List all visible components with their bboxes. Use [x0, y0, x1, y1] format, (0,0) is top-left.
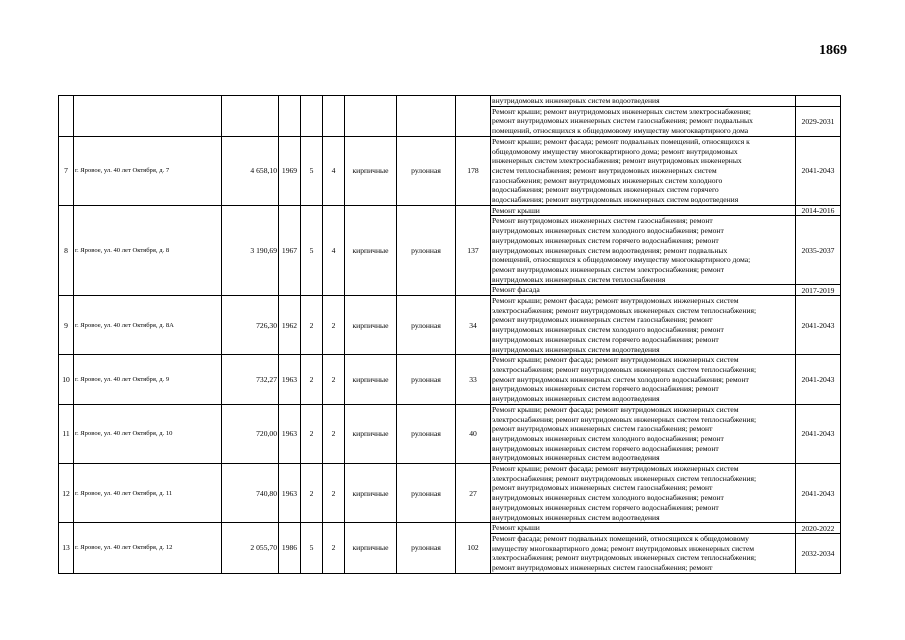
works-line: электроснабжения; ремонт внутридомовых инженерных систем теплоснабжения; — [492, 414, 757, 424]
works-line: ремонт внутридомовых инженерных систем газоснабжения; ремонт подвальных — [492, 116, 753, 126]
works-cell — [491, 205, 796, 216]
residents-cell — [456, 96, 491, 137]
row-number: 9 — [59, 296, 74, 355]
works-line: внутридомовых инженерных систем холодного водоснабжения; ремонт — [492, 493, 724, 503]
roof-type-cell: рулонная — [397, 296, 456, 355]
works-cell — [491, 136, 796, 205]
works-line: ремонт внутридомовых инженерных систем газоснабжения; ремонт — [492, 424, 713, 434]
page-number: 1869 — [819, 43, 847, 58]
row-number: 7 — [59, 136, 74, 205]
floors-cell: 2 — [301, 355, 323, 405]
floors-cell: 5 — [301, 523, 323, 574]
table-row — [59, 96, 841, 107]
works-line: ремонт внутридомовых инженерных систем газоснабжения; ремонт — [492, 483, 713, 493]
row-number: 12 — [59, 464, 74, 523]
residents-cell: 34 — [456, 296, 491, 355]
year-built-cell: 1963 — [279, 355, 301, 405]
works-line: Ремонт крыши; ремонт фасада; ремонт подвальных помещений, относящихся к — [492, 136, 750, 146]
table-row — [59, 136, 841, 205]
row-number: 11 — [59, 404, 74, 463]
floors-cell: 2 — [301, 296, 323, 355]
year-built-cell: 1963 — [279, 464, 301, 523]
walls-material-cell: кирпичные — [345, 136, 397, 205]
period-cell: 2032-2034 — [796, 533, 841, 573]
table-row — [59, 404, 841, 463]
works-cell — [491, 216, 796, 285]
works-cell — [491, 464, 796, 523]
area-cell: 2 055,70 — [222, 523, 279, 574]
works-line: Ремонт крыши; ремонт фасада; ремонт внутридомовых инженерных систем — [492, 404, 739, 414]
address-cell: г. Яровое, ул. 40 лет Октября, д. 8 — [74, 205, 222, 295]
works-line: внутридомовых инженерных систем водоотведения — [492, 453, 660, 463]
works-line: электроснабжения; ремонт внутридомовых инженерных систем теплоснабжения; — [492, 473, 757, 483]
row-number: 8 — [59, 205, 74, 295]
works-line: электроснабжения; ремонт внутридомовых инженерных систем теплоснабжения; — [492, 364, 757, 374]
works-line: Ремонт фасада; ремонт подвальных помещений, относящихся к общедомовому — [492, 533, 749, 543]
works-cell — [491, 355, 796, 405]
walls-material-cell: кирпичные — [345, 404, 397, 463]
works-line: Ремонт крыши — [492, 523, 540, 533]
table-row — [59, 464, 841, 523]
walls-material-cell: кирпичные — [345, 523, 397, 574]
entrances-cell: 4 — [323, 205, 345, 295]
address-cell: г. Яровое, ул. 40 лет Октября, д. 9 — [74, 355, 222, 405]
area-cell: 740,80 — [222, 464, 279, 523]
area-cell: 726,30 — [222, 296, 279, 355]
residents-cell: 178 — [456, 136, 491, 205]
works-line: водоснабжения; ремонт внутридомовых инженерных систем горячего — [492, 185, 719, 195]
works-cell — [491, 533, 796, 573]
address-cell: г. Яровое, ул. 40 лет Октября, д. 10 — [74, 404, 222, 463]
works-line: общедомовому имуществу многоквартирного дома; ремонт внутридомовых — [492, 146, 738, 156]
works-line: внутридомовых инженерных систем холодного водоснабжения; ремонт — [492, 226, 724, 236]
works-cell — [491, 285, 796, 296]
area-cell: 720,00 — [222, 404, 279, 463]
roof-type-cell: рулонная — [397, 136, 456, 205]
entrances-cell: 2 — [323, 404, 345, 463]
residents-cell: 33 — [456, 355, 491, 405]
entrances-cell: 4 — [323, 136, 345, 205]
walls-material-cell: кирпичные — [345, 205, 397, 295]
works-line: внутридомовых инженерных систем холодного водоснабжения; ремонт — [492, 325, 724, 335]
works-line: Ремонт фасада — [492, 285, 540, 295]
works-line: электроснабжения; ремонт внутридомовых инженерных систем теплоснабжения; — [492, 305, 757, 315]
address-cell: г. Яровое, ул. 40 лет Октября, д. 12 — [74, 523, 222, 574]
works-line: внутридомовых инженерных систем водоотведения — [492, 394, 660, 404]
table-body — [59, 96, 841, 574]
residents-cell: 102 — [456, 523, 491, 574]
residents-cell: 27 — [456, 464, 491, 523]
floors-cell: 2 — [301, 464, 323, 523]
works-line: внутридомовых инженерных систем горячего водоснабжения; ремонт — [492, 443, 719, 453]
period-cell: 2041-2043 — [796, 136, 841, 205]
works-line: ремонт внутридомовых инженерных систем газоснабжения; ремонт — [492, 315, 713, 325]
works-line: внутридомовых инженерных систем теплоснабжения — [492, 274, 666, 284]
works-line: электроснабжения; ремонт внутридомовых инженерных систем теплоснабжения; — [492, 553, 757, 563]
table-row — [59, 296, 841, 355]
period-cell: 2029-2031 — [796, 106, 841, 136]
walls-material-cell: кирпичные — [345, 296, 397, 355]
works-line: внутридомовых инженерных систем горячего водоснабжения; ремонт — [492, 235, 719, 245]
period-cell — [796, 96, 841, 107]
works-line: систем теплоснабжения; ремонт внутридомовых инженерных систем — [492, 165, 717, 175]
period-cell: 2014-2016 — [796, 205, 841, 216]
works-line: Ремонт крыши; ремонт фасада; ремонт внутридомовых инженерных систем — [492, 464, 739, 474]
works-line: помещений, относящихся к общедомовому имуществу многоквартирного дома; — [492, 255, 751, 265]
works-line: внутридомовых инженерных систем водоотведения — [492, 512, 660, 522]
roof-type-cell — [397, 96, 456, 137]
works-cell — [491, 404, 796, 463]
roof-type-cell: рулонная — [397, 355, 456, 405]
works-line: Ремонт крыши; ремонт фасада; ремонт внутридомовых инженерных систем — [492, 355, 739, 365]
roof-type-cell: рулонная — [397, 523, 456, 574]
works-line: внутридомовых инженерных систем водоотведения — [492, 96, 660, 105]
works-line: водоснабжения; ремонт внутридомовых инженерных систем водоотведения — [492, 195, 739, 205]
works-line: Ремонт крыши; ремонт фасада; ремонт внутридомовых инженерных систем — [492, 296, 739, 306]
period-cell: 2041-2043 — [796, 296, 841, 355]
area-cell — [222, 96, 279, 137]
works-cell — [491, 106, 796, 136]
walls-material-cell: кирпичные — [345, 355, 397, 405]
floors-cell: 2 — [301, 404, 323, 463]
works-line: внутридомовых инженерных систем холодного водоснабжения; ремонт — [492, 433, 724, 443]
works-cell — [491, 296, 796, 355]
period-cell: 2041-2043 — [796, 404, 841, 463]
works-line: Ремонт крыши — [492, 205, 540, 215]
year-built-cell: 1962 — [279, 296, 301, 355]
year-built-cell: 1967 — [279, 205, 301, 295]
period-cell: 2017-2019 — [796, 285, 841, 296]
address-cell: г. Яровое, ул. 40 лет Октября, д. 11 — [74, 464, 222, 523]
address-cell — [74, 96, 222, 137]
floors-cell — [301, 96, 323, 137]
year-built-cell: 1963 — [279, 404, 301, 463]
works-line: имуществу многоквартирного дома; ремонт внутридомовых инженерных систем — [492, 543, 755, 553]
area-cell: 4 658,10 — [222, 136, 279, 205]
period-cell: 2020-2022 — [796, 523, 841, 534]
entrances-cell: 2 — [323, 355, 345, 405]
roof-type-cell: рулонная — [397, 464, 456, 523]
year-built-cell — [279, 96, 301, 137]
period-cell: 2035-2037 — [796, 216, 841, 285]
row-number: 13 — [59, 523, 74, 574]
address-cell: г. Яровое, ул. 40 лет Октября, д. 7 — [74, 136, 222, 205]
entrances-cell: 2 — [323, 523, 345, 574]
address-cell: г. Яровое, ул. 40 лет Октября, д. 8А — [74, 296, 222, 355]
residents-cell: 40 — [456, 404, 491, 463]
period-cell: 2041-2043 — [796, 464, 841, 523]
year-built-cell: 1969 — [279, 136, 301, 205]
row-number: 10 — [59, 355, 74, 405]
works-line: внутридомовых инженерных систем горячего водоснабжения; ремонт — [492, 502, 719, 512]
works-line: газоснабжения; ремонт внутридомовых инженерных систем холодного — [492, 175, 723, 185]
row-number — [59, 96, 74, 137]
works-line: ремонт внутридомовых инженерных систем холодного водоснабжения; ремонт — [492, 374, 749, 384]
works-line: внутридомовых инженерных систем водоотведения; ремонт подвальных — [492, 245, 728, 255]
works-line: внутридомовых инженерных систем водоотведения — [492, 344, 660, 354]
works-cell — [491, 523, 796, 534]
year-built-cell: 1986 — [279, 523, 301, 574]
roof-type-cell: рулонная — [397, 205, 456, 295]
walls-material-cell: кирпичные — [345, 464, 397, 523]
entrances-cell — [323, 96, 345, 137]
works-line: инженерных систем электроснабжения; ремонт внутридомовых инженерных — [492, 156, 742, 166]
works-line: ремонт внутридомовых инженерных систем электроснабжения; ремонт — [492, 264, 725, 274]
works-line: внутридомовых инженерных систем горячего водоснабжения; ремонт — [492, 384, 719, 394]
works-line: Ремонт крыши; ремонт внутридомовых инженерных систем электроснабжения; — [492, 106, 751, 116]
works-line: внутридомовых инженерных систем горячего водоснабжения; ремонт — [492, 334, 719, 344]
works-line: помещений, относящихся к общедомовому имуществу многоквартирного дома — [492, 126, 749, 136]
entrances-cell: 2 — [323, 296, 345, 355]
table-row — [59, 355, 841, 405]
walls-material-cell — [345, 96, 397, 137]
roof-type-cell: рулонная — [397, 404, 456, 463]
area-cell: 732,27 — [222, 355, 279, 405]
repair-program-table — [58, 95, 841, 574]
table-row — [59, 523, 841, 534]
table-row — [59, 205, 841, 216]
entrances-cell: 2 — [323, 464, 345, 523]
residents-cell: 137 — [456, 205, 491, 295]
works-cell — [491, 96, 796, 107]
works-line: Ремонт внутридомовых инженерных систем газоснабжения; ремонт — [492, 216, 713, 226]
floors-cell: 5 — [301, 205, 323, 295]
area-cell: 3 190,69 — [222, 205, 279, 295]
works-line: ремонт внутридомовых инженерных систем газоснабжения; ремонт — [492, 563, 713, 573]
floors-cell: 5 — [301, 136, 323, 205]
period-cell: 2041-2043 — [796, 355, 841, 405]
